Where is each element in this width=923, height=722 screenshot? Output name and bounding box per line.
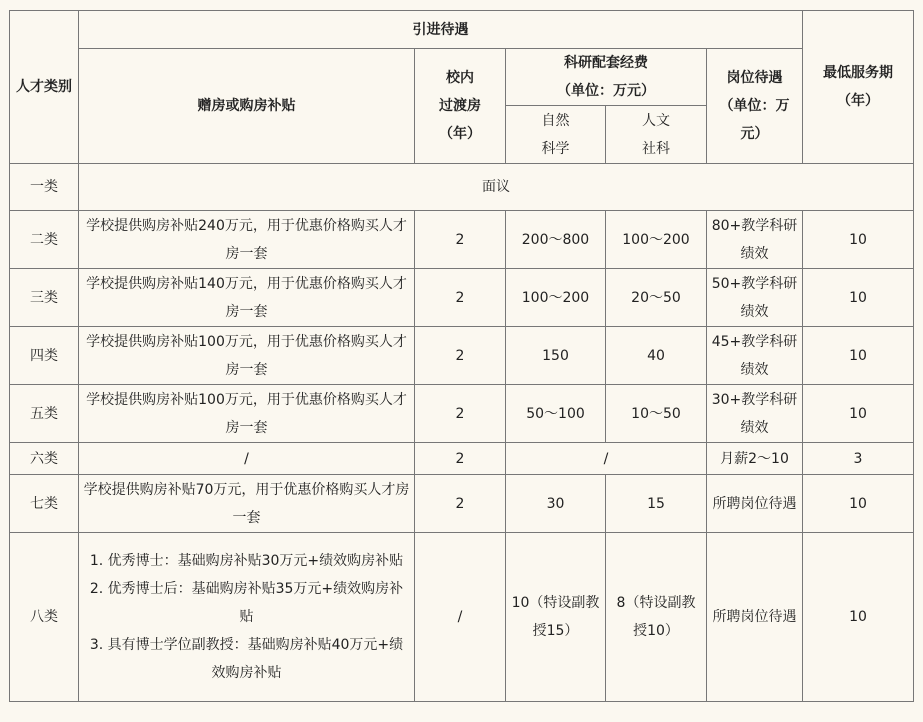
talent-benefits-table-container (9, 10, 914, 702)
row-post: 80+教学科研绩效 (707, 211, 803, 269)
row-housing: 学校提供购房补贴140万元，用于优惠价格购买人才房一套 (79, 269, 415, 327)
row-category: 八类 (10, 533, 79, 702)
row-post: 50+教学科研绩效 (707, 269, 803, 327)
table-row (10, 533, 914, 702)
row-humanities: 20～50 (606, 269, 707, 327)
talent-benefits-table (9, 10, 914, 702)
row-post: 30+教学科研绩效 (707, 385, 803, 443)
table-row (10, 443, 914, 475)
housing-item-2: 2. 优秀博士后：基础购房补贴35万元+绩效购房补贴 (89, 581, 404, 625)
row-transition: 2 (415, 475, 506, 533)
header-benefits: 引进待遇 (79, 11, 803, 49)
header-row-2 (10, 49, 914, 106)
housing-item-3: 3. 具有博士学位副教授：基础购房补贴40万元+绩效购房补贴 (89, 637, 404, 681)
header-natural-line-2: 科学 (541, 140, 570, 157)
row-housing: 学校提供购房补贴100万元，用于优惠价格购买人才房一套 (79, 327, 415, 385)
header-post (707, 49, 803, 164)
header-transition (415, 49, 506, 164)
header-row-1 (10, 11, 914, 49)
row-natural: 10（特设副教授15） (506, 533, 606, 702)
row-merged-negotiable: 面议 (79, 164, 914, 211)
table-row (10, 211, 914, 269)
row-humanities: 100～200 (606, 211, 707, 269)
row-housing-list (79, 533, 415, 702)
header-humanities-line-2: 社科 (642, 140, 670, 157)
row-category: 三类 (10, 269, 79, 327)
row-category: 一类 (10, 164, 79, 211)
row-service: 10 (803, 385, 914, 443)
header-humanities (606, 106, 707, 164)
row-service: 10 (803, 327, 914, 385)
table-row (10, 269, 914, 327)
row-natural: 150 (506, 327, 606, 385)
header-transition-line-2: 过渡房 (439, 98, 481, 114)
row-research-merged: / (506, 443, 707, 475)
header-post-line-1: 岗位待遇 (726, 70, 783, 86)
row-category: 四类 (10, 327, 79, 385)
row-transition: / (415, 533, 506, 702)
header-service-line-2: （年） (837, 93, 879, 109)
header-research-line-2: （单位：万元） (557, 83, 655, 99)
header-post-line-2: （单位：万 (719, 98, 790, 114)
header-service-line-1: 最低服务期 (823, 65, 893, 81)
header-natural-line-1: 自然 (541, 112, 570, 129)
row-humanities: 10～50 (606, 385, 707, 443)
row-transition: 2 (415, 269, 506, 327)
header-research (506, 49, 707, 106)
row-transition: 2 (415, 443, 506, 475)
table-row (10, 327, 914, 385)
row-transition: 2 (415, 327, 506, 385)
row-humanities: 40 (606, 327, 707, 385)
row-category: 六类 (10, 443, 79, 475)
row-post: 月薪2～10 (707, 443, 803, 475)
row-service: 3 (803, 443, 914, 475)
header-housing: 赠房或购房补贴 (79, 49, 415, 164)
header-humanities-line-1: 人文 (642, 112, 670, 129)
header-research-line-1: 科研配套经费 (564, 55, 648, 71)
row-humanities: 8（特设副教授10） (606, 533, 707, 702)
row-housing: 学校提供购房补贴70万元，用于优惠价格购买人才房一套 (79, 475, 415, 533)
row-service: 10 (803, 269, 914, 327)
row-transition: 2 (415, 385, 506, 443)
row-post: 所聘岗位待遇 (707, 475, 803, 533)
row-service: 10 (803, 211, 914, 269)
row-category: 七类 (10, 475, 79, 533)
row-category: 五类 (10, 385, 79, 443)
header-category (10, 11, 79, 164)
row-natural: 200～800 (506, 211, 606, 269)
housing-item-1: 1. 优秀博士：基础购房补贴30万元+绩效购房补贴 (89, 553, 404, 569)
header-service (803, 11, 914, 164)
row-housing: 学校提供购房补贴240万元，用于优惠价格购买人才房一套 (79, 211, 415, 269)
row-natural: 100～200 (506, 269, 606, 327)
header-transition-line-1: 校内 (446, 70, 474, 86)
row-post: 所聘岗位待遇 (707, 533, 803, 702)
row-housing: / (79, 443, 415, 475)
table-row (10, 164, 914, 211)
row-natural: 30 (506, 475, 606, 533)
row-housing: 学校提供购房补贴100万元，用于优惠价格购买人才房一套 (79, 385, 415, 443)
row-natural: 50～100 (506, 385, 606, 443)
header-category-text: 人才类别 (16, 79, 72, 95)
table-row (10, 475, 914, 533)
row-category: 二类 (10, 211, 79, 269)
row-transition: 2 (415, 211, 506, 269)
row-service: 10 (803, 475, 914, 533)
table-row (10, 385, 914, 443)
header-transition-line-3: （年） (439, 126, 481, 142)
row-service: 10 (803, 533, 914, 702)
header-natural (506, 106, 606, 164)
row-post: 45+教学科研绩效 (707, 327, 803, 385)
row-humanities: 15 (606, 475, 707, 533)
header-post-line-3: 元） (740, 126, 769, 142)
